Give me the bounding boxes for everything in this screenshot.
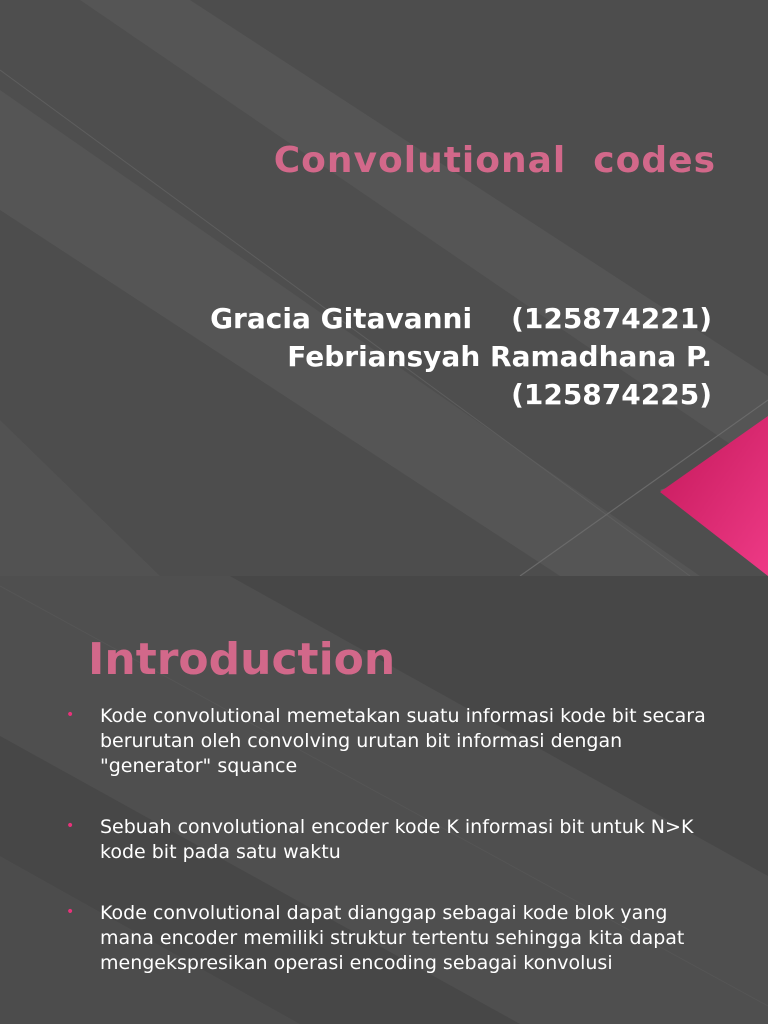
bullet-text: Kode convolutional memetakan suatu informasi kode bit secara berurutan oleh convolving urutan bit informasi dengan "generator" squance: [100, 705, 706, 777]
author-line-1: Gracia Gitavanni (125874221): [210, 302, 712, 335]
author-list: [0, 300, 712, 414]
bullet-icon: •: [66, 818, 75, 834]
list-item: [64, 901, 724, 976]
list-item: [64, 704, 724, 779]
bullet-icon: •: [66, 904, 75, 920]
bullet-text: Sebuah convolutional encoder kode K informasi bit untuk N>K kode bit pada satu waktu: [100, 816, 694, 863]
bullet-icon: •: [66, 707, 75, 723]
bullet-text: Kode convolutional dapat dianggap sebagai kode blok yang mana encoder memiliki struktur tertentu sehingga kita dapat mengekspresikan operasi encoding sebagai konvolusi: [100, 902, 685, 974]
slide-title: Convolutional codes: [273, 140, 716, 181]
introduction-slide: [0, 576, 768, 1024]
section-title: Introduction: [88, 634, 396, 685]
bullet-list: [64, 704, 724, 976]
author-line-2: Febriansyah Ramadhana P.: [287, 340, 712, 373]
list-item: [64, 815, 724, 865]
author-line-3: (125874225): [511, 378, 712, 411]
